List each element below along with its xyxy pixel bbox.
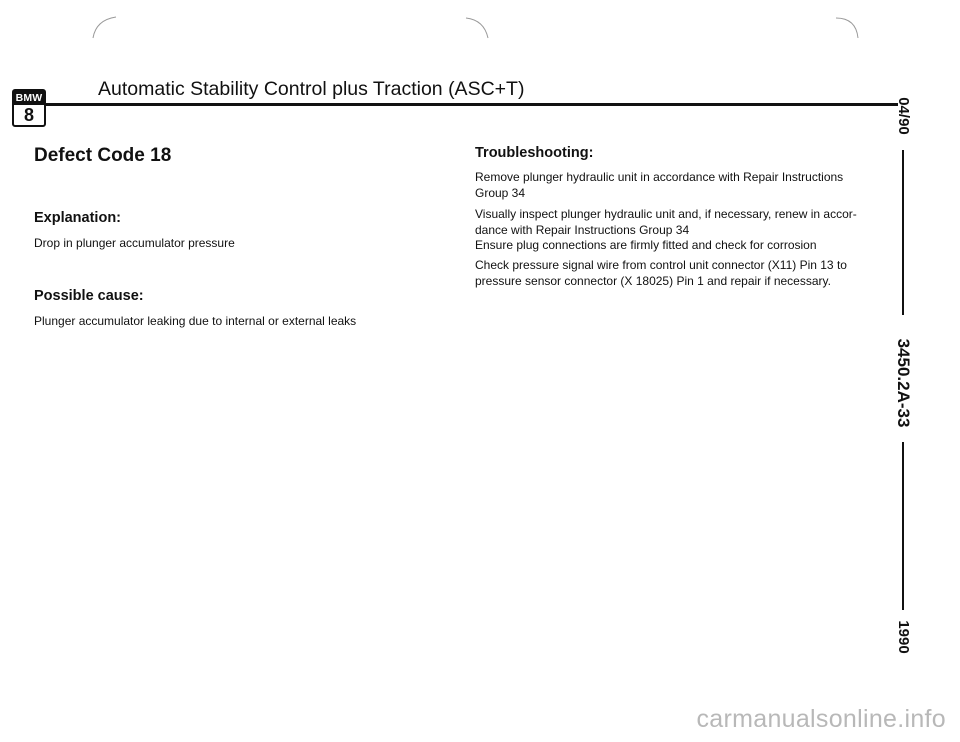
document-title: Automatic Stability Control plus Traction (ASC+T)	[98, 78, 525, 100]
margin-year: 1990	[895, 620, 912, 654]
step-4-line-2: pressure sensor connector (X 18025) Pin 1 and repair if necessary.	[475, 274, 831, 288]
logo-series: 8	[23, 105, 34, 125]
step-2-line-1: Visually inspect plunger hydraulic unit and, if necessary, renew in accor-	[475, 207, 857, 221]
margin-document-number: 3450.2A-33	[894, 338, 913, 428]
corner-mark-right	[832, 14, 862, 40]
margin-rule-1	[902, 150, 904, 315]
troubleshooting-step-3	[475, 237, 865, 253]
troubleshooting-step-2	[475, 206, 865, 238]
header-divider	[46, 103, 898, 106]
step-4-line-1: Check pressure signal wire from control unit connector (X11) Pin 13 to	[475, 258, 847, 272]
margin-rule-2	[902, 442, 904, 610]
watermark-text: carmanualsonline.info	[696, 705, 946, 733]
troubleshooting-step-4	[475, 257, 865, 289]
margin-date: 04/90	[895, 97, 912, 135]
logo-brand: BMW	[15, 92, 43, 104]
possible-cause-heading: Possible cause:	[34, 288, 144, 304]
step-1-line-2: Group 34	[475, 186, 526, 200]
explanation-text: Drop in plunger accumulator pressure	[34, 236, 235, 250]
bmw-series-logo	[12, 89, 46, 127]
corner-mark-left	[90, 14, 120, 40]
troubleshooting-step-1	[475, 169, 865, 201]
step-3-line-1: Ensure plug connections are firmly fitted and check for corrosion	[475, 238, 817, 252]
troubleshooting-heading: Troubleshooting:	[475, 145, 594, 161]
step-1-line-1: Remove plunger hydraulic unit in accordance with Repair Instructions	[475, 170, 844, 184]
explanation-heading: Explanation:	[34, 210, 122, 226]
possible-cause-text: Plunger accumulator leaking due to internal or external leaks	[34, 314, 357, 328]
corner-mark-center	[462, 14, 492, 40]
defect-code-title: Defect Code 18	[34, 145, 172, 166]
step-2-line-2: dance with Repair Instructions Group 34	[475, 223, 690, 237]
